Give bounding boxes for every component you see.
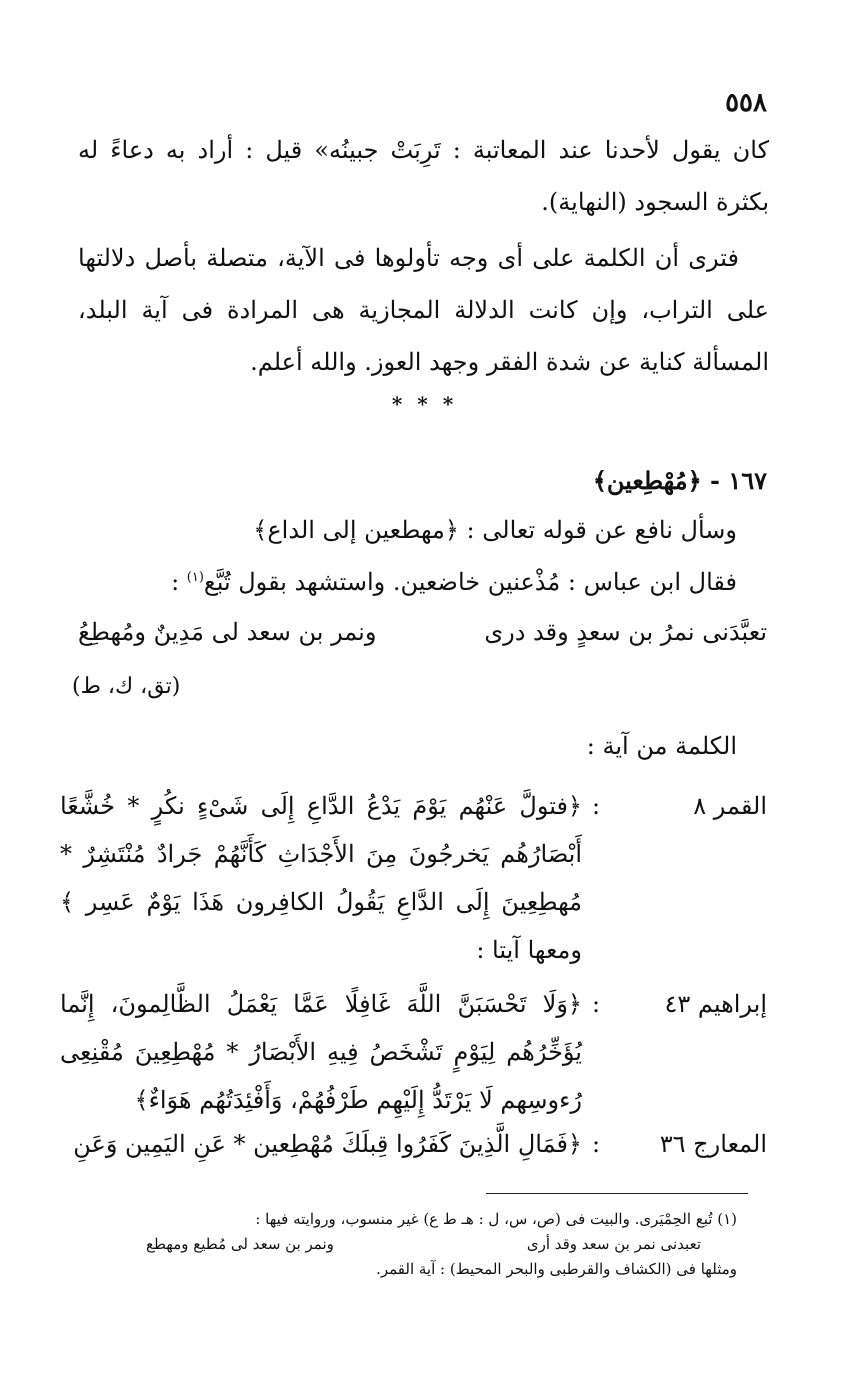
verse-second-hemistich: ونمر بن سعد لى مَدِينٌ ومُهطِعُ xyxy=(78,618,377,646)
reference-row xyxy=(60,782,767,980)
reference-surah: إبراهيم ٤٣ xyxy=(664,990,767,1018)
page-number: ٥٥٨ xyxy=(725,88,767,118)
reference-colon: : xyxy=(592,1130,601,1158)
reference-location xyxy=(582,1120,767,1168)
poetry-verse xyxy=(78,618,767,646)
reference-row xyxy=(60,1120,767,1168)
reference-text: ﴿وَلَا تَحْسَبَنَّ اللَّهَ غَافِلًا عَمَّا يَعْمَلُ الظَّالِمونَ، إِنَّما يُؤَخِّرُهُم لِيَوْمٍ تَشْخَصُ فِيهِ الأَبْصَارُ * مُهْطِعِينَ مُقْنِعِى رُءوسِهم لَا يَرْتَدُّ إِلَيْهِم طَرْفُهُمْ، وَأَفْئِدَتُهُم هَوَاءٌ﴾ xyxy=(60,990,582,1114)
paragraph-conclusion: فترى أن الكلمة على أى وجه تأولوها فى الآية، متصلة بأصل دلالتها على التراب، وإن كانت الدلالة المجازية هى المرادة فى آية البلد، المسألة كناية عن شدة الفقر وجهد العوز. والله أعلم. xyxy=(78,244,769,376)
reference-surah: القمر ٨ xyxy=(693,792,767,820)
reference-location xyxy=(582,782,767,980)
reference-colon: : xyxy=(592,990,601,1018)
reference-colon: : xyxy=(592,792,601,820)
answer-text: فقال ابن عباس : مُذْعنين خاضعين. واستشهد بقول تُبَّع xyxy=(203,568,737,596)
paragraph-continued: كان يقول لأحدنا عند المعاتبة : تَرِبَتْ جبينُه» قيل : أراد به دعاءً له بكثرة السجود (النهاية). xyxy=(78,136,769,216)
reference-location xyxy=(582,980,767,1120)
reference-text: ﴿فَمَالِ الَّذِينَ كَفَرُوا قِبلَكَ مُهْطِعين * عَنِ اليَمِين وَعَنِ xyxy=(73,1130,582,1158)
reference-surah: المعارج ٣٦ xyxy=(659,1130,767,1158)
reference-row xyxy=(60,980,767,1120)
answer-colon: : xyxy=(171,568,187,596)
word-from-label: الكلمة من آية : xyxy=(586,732,737,760)
footnote-verse xyxy=(128,1232,737,1257)
footnotes xyxy=(128,1207,737,1282)
footnote-line: ومثلها فى (الكشاف والقرطبى والبحر المحيط) : آية القمر. xyxy=(376,1260,737,1278)
verse-sources: (تق، ك، ط) xyxy=(72,674,181,699)
footnote-verse-second: ونمر بن سعد لى مُطيع ومهطع xyxy=(146,1235,334,1253)
footnote-marker: (١) xyxy=(186,570,204,585)
entry-question: وسأل نافع عن قوله تعالى : ﴿مهطعين إلى الداع﴾ xyxy=(253,516,737,544)
entry-answer xyxy=(171,568,737,596)
footnote-divider xyxy=(486,1193,748,1194)
entry-heading: ١٦٧ - ﴿مُهْطِعين﴾ xyxy=(592,466,767,495)
reference-text: ﴿فتولَّ عَنْهُم يَوْمَ يَدْعُ الدَّاعِ إِلَى شَىْءٍ نكُرٍ * خُشَّعًا أَبْصَارُهُم يَخرجُونَ مِنَ الأَجْدَاثِ كَأَنَّهُمْ جَرادٌ مُنْتَشِرٌ * مُهطِعِينَ إِلَى الدَّاعِ يَقُولُ الكافِرون هَذَا يَوْمٌ عَسِر ﴾ ومعها آيتا : xyxy=(60,792,582,964)
footnote-line: (١) تُبع الحِمْيَرى. والبيت فى (ص، س، ل : هـ ط ع) غير منسوب، وروايته فيها : xyxy=(255,1210,737,1228)
quran-references xyxy=(60,782,767,1168)
section-separator: * * * xyxy=(391,392,458,416)
footnote-verse-first: تعبدنى نمر بن سعد وقد أرى xyxy=(526,1235,701,1253)
verse-first-hemistich: تعبَّدَنى نمرُ بن سعدٍ وقد درى xyxy=(484,618,767,646)
